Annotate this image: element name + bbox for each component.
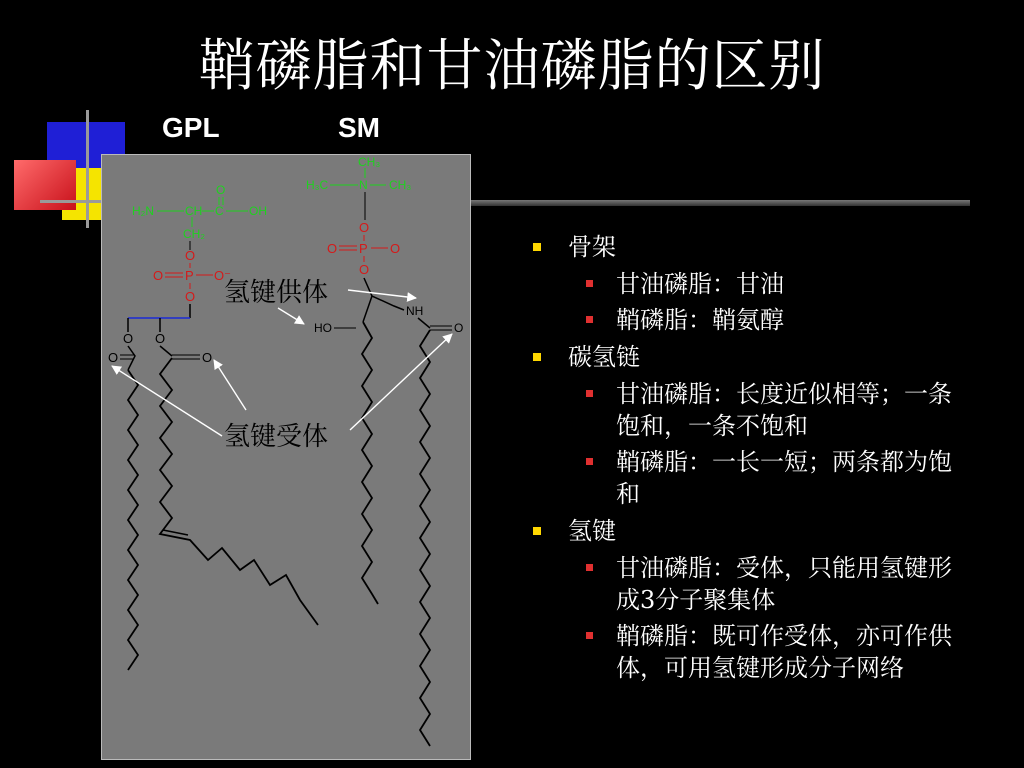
deco-vertical-line (86, 110, 89, 228)
gpl-ester-o1: O (123, 331, 134, 346)
gpl-c1-o: O (108, 350, 119, 365)
sm-ch3-right: CH₃ (389, 178, 412, 192)
gpl-phosphate-o1: O (185, 248, 196, 263)
gpl-c: C (215, 204, 224, 218)
sm-ch3-top: CH₃ (358, 155, 381, 169)
sm-phosphate-o1: O (359, 220, 370, 235)
bullet-chain-sm: 鞘磷脂：一长一短；两条都为饱和 (530, 446, 970, 510)
bullet-hbond-sm: 鞘磷脂：既可作受体，亦可作供体，可用氢键形成分子网络 (530, 620, 970, 684)
page-title: 鞘磷脂和甘油磷脂的区别 (198, 34, 826, 99)
gpl-h2n: H₂N (132, 204, 154, 218)
sm-phosphate-oright: O (390, 241, 401, 256)
sm-nitrogen: N (359, 178, 368, 192)
bullet-chain-gpl: 甘油磷脂：长度近似相等；一条饱和，一条不饱和 (530, 378, 970, 442)
bullet-hbond-gpl: 甘油磷脂：受体，只能用氢键形成3分子聚集体 (530, 552, 970, 616)
bullet-backbone-sm: 鞘磷脂：鞘氨醇 (530, 304, 970, 336)
gpl-oh: OH (249, 204, 267, 218)
bullet-backbone: 骨架 (530, 230, 970, 264)
bullet-hbond: 氢键 (530, 514, 970, 548)
gpl-label: GPL (162, 112, 220, 143)
gpl-phosphorus: P (185, 268, 194, 283)
bullet-backbone-gpl: 甘油磷脂：甘油 (530, 268, 970, 300)
sm-ho: HO (314, 321, 332, 335)
sm-phosphorus: P (359, 241, 368, 256)
title-divider (470, 200, 970, 206)
sm-label: SM (338, 112, 380, 143)
gpl-ch: CH (185, 204, 203, 218)
gpl-phosphate-o2: O (185, 289, 196, 304)
bullet-chain: 碳氢链 (530, 340, 970, 374)
sm-phosphate-oleft: O (327, 241, 338, 256)
hbond-acceptor-label: 氢键受体 (224, 422, 329, 452)
hbond-donor-label: 氢键供体 (224, 278, 329, 308)
gpl-carbonyl-o: O (216, 183, 226, 197)
molecule-panel (101, 154, 471, 760)
sm-amide-o: O (454, 321, 464, 335)
sm-nh: NH (406, 304, 424, 318)
comparison-bullets (530, 228, 970, 688)
gpl-ester-o2: O (155, 331, 166, 346)
gpl-phosphate-oright: O⁻ (214, 268, 231, 283)
gpl-c2-o: O (202, 350, 213, 365)
sm-phosphate-o2: O (359, 262, 370, 277)
gpl-phosphate-oleft: O (153, 268, 164, 283)
deco-horizontal-line (40, 200, 104, 203)
sm-h3c-left: H₃C (306, 178, 329, 192)
gpl-ch2: CH₂ (183, 227, 205, 241)
